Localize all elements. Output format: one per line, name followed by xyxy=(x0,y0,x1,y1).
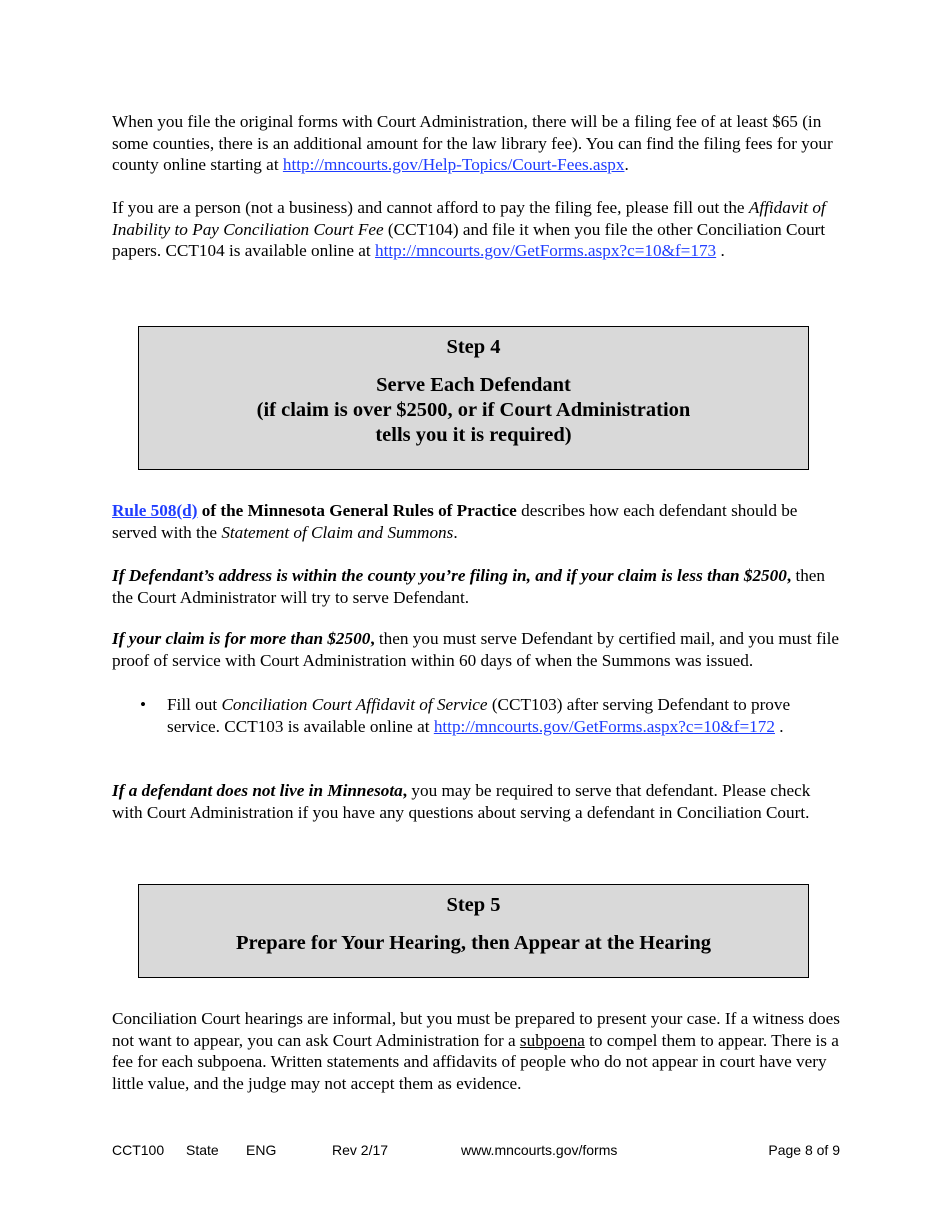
footer-revision: Rev 2/17 xyxy=(332,1142,389,1158)
page-footer xyxy=(112,1140,840,1158)
rule-508d-link[interactable]: Rule 508(d) xyxy=(112,501,198,520)
footer-language: ENG xyxy=(246,1142,277,1158)
step-4-number: Step 4 xyxy=(446,336,501,358)
court-fees-link[interactable]: http://mncourts.gov/Help-Topics/Court-Fees.aspx xyxy=(282,155,625,174)
bullet-icon: • xyxy=(140,695,147,714)
fee-waiver-paragraph: If you are a person (not a business) and cannot afford to pay the filing fee, please fill out the Affidavit of Inability to Pay Conciliation Court Fee (CCT104) and file it when you file the other Conciliation Court papers. CCT104 is available online at http://mncourts.gov/GetForms.aspx?c=10&f=173 . xyxy=(112,198,826,260)
subpoena-term: subpoena xyxy=(519,1030,585,1050)
footer-form-number: CCT100 xyxy=(112,1142,165,1158)
footer-page-number: Page 8 of 9 xyxy=(768,1142,840,1158)
filing-fee-paragraph: When you file the original forms with Court Administration, there will be a filing fee of at least $65 (in some counties, there is an additional amount for the law library fee). You can find the filing fees for your county online starting at http://mncourts.gov/Help-Topics/Court-Fees.aspx. xyxy=(112,112,833,174)
service-affidavit-text: Fill out Conciliation Court Affidavit of Service (CCT103) after serving Defendant to prove service. CCT103 is available online at http://mncourts.gov/GetForms.aspx?c=10&f=172 . xyxy=(167,695,791,736)
cct103-link[interactable]: http://mncourts.gov/GetForms.aspx?c=10&f=172 xyxy=(433,716,775,736)
hearing-paragraph: Conciliation Court hearings are informal, but you must be prepared to present your case. If a witness does not want to appear, you can ask Court Administration for a subpoena to compel them to appear. There is a fee for each subpoena. Written statements and affidavits of people who do not appear in court have very little value, and the judge may not accept them as evidence. xyxy=(112,1009,840,1093)
cct104-link[interactable]: http://mncourts.gov/GetForms.aspx?c=10&f=173 xyxy=(375,241,717,260)
step-5-title: Prepare for Your Hearing, then Appear at the Hearing xyxy=(235,932,712,954)
step-5-number: Step 5 xyxy=(446,894,501,916)
rule-paragraph: Rule 508(d) of the Minnesota General Rules of Practice describes how each defendant should be served with the Statement of Claim and Summons. xyxy=(112,501,798,542)
outside-minnesota-paragraph: If a defendant does not live in Minnesota, you may be required to serve that defendant. Please check with Court Administration if you have any questions about serving a defendant in Conciliation Court. xyxy=(112,781,811,822)
step-5-box xyxy=(138,884,809,978)
step-4-title: Serve Each Defendant xyxy=(376,374,571,396)
footer-website: www.mncourts.gov/forms xyxy=(461,1142,618,1158)
step-4-box xyxy=(138,326,809,470)
footer-scope: State xyxy=(186,1142,219,1158)
within-county-paragraph: If Defendant’s address is within the county you’re filing in, and if your claim is less than $2500, then the Court Administrator will try to serve Defendant. xyxy=(112,566,826,607)
over-2500-paragraph: If your claim is for more than $2500, then you must serve Defendant by certified mail, and you must file proof of service with Court Administration within 60 days of when the Summons was issued. xyxy=(112,629,840,670)
step-4-subtitle-1: (if claim is over $2500, or if Court Administration xyxy=(256,399,691,421)
step-4-subtitle-2: tells you it is required) xyxy=(375,424,572,446)
